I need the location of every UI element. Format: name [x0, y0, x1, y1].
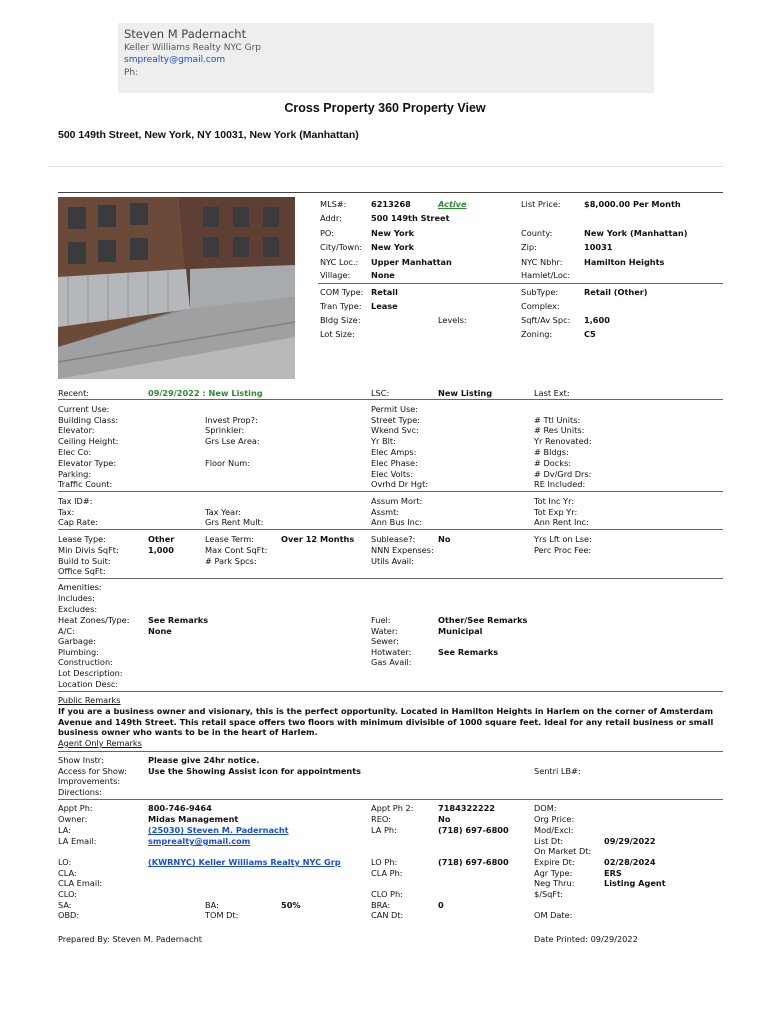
reo-label: REO: — [371, 814, 391, 824]
agent-header — [118, 23, 654, 93]
org-price-label: Org Price: — [534, 814, 575, 824]
grs-lse-area-label: Grs Lse Area: — [205, 436, 260, 446]
obd-label: OBD: — [58, 910, 80, 920]
min-divis-value: 1,000 — [148, 545, 174, 555]
utils-avail-label: Utils Avail: — [371, 556, 414, 566]
zip-label: Zip: — [521, 242, 537, 252]
dom-label: DOM: — [534, 803, 557, 813]
location-desc-label: Location Desc: — [58, 679, 119, 689]
public-remarks-heading: Public Remarks — [58, 695, 121, 705]
hotwater-value: See Remarks — [438, 647, 499, 657]
building-class-label: Building Class: — [58, 415, 119, 425]
appt-ph-value: 800-746-9464 — [148, 803, 212, 813]
la-link[interactable]: (25030) Steven M. Padernacht — [148, 825, 289, 835]
county-label: County: — [521, 228, 553, 238]
clo-ph-label: CLO Ph: — [371, 889, 403, 899]
list-dt-value: 09/29/2022 — [604, 836, 656, 846]
recent-label: Recent: — [58, 388, 90, 398]
addr-label: Addr: — [320, 213, 342, 223]
mod-excl-label: Mod/Excl: — [534, 825, 574, 835]
com-type-value: Retail — [371, 287, 398, 297]
listing-divider — [318, 283, 723, 284]
sewer-label: Sewer: — [371, 636, 399, 646]
show-instr-value: Please give 24hr notice. — [148, 755, 260, 765]
list-price-value: $8,000.00 Per Month — [584, 199, 681, 209]
la-email-label: LA Email: — [58, 836, 97, 846]
last-ext-label: Last Ext: — [534, 388, 570, 398]
mls-label: MLS#: — [320, 199, 347, 209]
plumbing-label: Plumbing: — [58, 647, 99, 657]
elevator-type-label: Elevator Type: — [58, 458, 117, 468]
showing-divider — [58, 799, 723, 800]
sublease-value: No — [438, 534, 451, 544]
recent-divider — [58, 399, 723, 400]
permit-use-label: Permit Use: — [371, 404, 419, 414]
lot-description-label: Lot Description: — [58, 668, 123, 678]
sqft-label: Sqft/Av Spc: — [521, 315, 571, 325]
agent-email-link[interactable]: smprealty@gmail.com — [124, 55, 226, 65]
sqft-price-label: $/SqFt: — [534, 889, 564, 899]
bldgs-label: # Bldgs: — [534, 447, 569, 457]
ceiling-height-label: Ceiling Height: — [58, 436, 119, 446]
zip-value: 10031 — [584, 242, 613, 252]
cap-rate-label: Cap Rate: — [58, 517, 99, 527]
property-photo[interactable] — [58, 197, 295, 379]
prepared-by: Prepared By: Steven M. Padernacht — [58, 934, 203, 944]
appt-ph2-label: Appt Ph 2: — [371, 803, 414, 813]
date-printed: Date Printed: 09/29/2022 — [534, 934, 638, 944]
ac-label: A/C: — [58, 626, 75, 636]
min-divis-label: Min Divis SqFt: — [58, 545, 119, 555]
lo-label: LO: — [58, 857, 72, 867]
park-spcs-label: # Park Spcs: — [205, 556, 257, 566]
section-divider — [58, 192, 723, 193]
can-dt-label: CAN Dt: — [371, 910, 404, 920]
on-market-label: On Market Dt: — [534, 846, 592, 856]
expire-dt-label: Expire Dt: — [534, 857, 575, 867]
neg-thru-value: Listing Agent — [604, 878, 666, 888]
village-value: None — [371, 270, 395, 280]
lo-ph-label: LO Ph: — [371, 857, 398, 867]
clo-label: CLO: — [58, 889, 78, 899]
public-remarks-text: If you are a business owner and visionary, this is the perfect opportunity. Located in Hamilton Heights in Harlem on the corner of Amsterdam Avenue and 149th Street. This retail space offers two floors with minimum divisible of 1000 square feet. Ideal for any retail business or small business owner who wants to be in the heart of Harlem. — [58, 706, 714, 737]
traffic-count-label: Traffic Count: — [58, 479, 113, 489]
agr-type-label: Agr Type: — [534, 868, 573, 878]
nyc-nbhr-value: Hamilton Heights — [584, 257, 665, 267]
agent-remarks-heading: Agent Only Remarks — [58, 738, 142, 748]
tran-type-label: Tran Type: — [320, 301, 362, 311]
elec-volts-label: Elec Volts: — [371, 469, 414, 479]
tom-dt-label: TOM Dt: — [205, 910, 239, 920]
ttl-units-label: # Ttl Units: — [534, 415, 581, 425]
com-type-label: COM Type: — [320, 287, 364, 297]
heat-label: Heat Zones/Type: — [58, 615, 130, 625]
list-price-label: List Price: — [521, 199, 561, 209]
amenities-divider — [58, 691, 723, 692]
amenities-label: Amenities: — [58, 582, 102, 592]
appt-ph-label: Appt Ph: — [58, 803, 93, 813]
agent-phone-label: Ph: — [124, 68, 139, 78]
list-dt-label: List Dt: — [534, 836, 564, 846]
cla-email-label: CLA Email: — [58, 878, 103, 888]
show-instr-label: Show Instr: — [58, 755, 104, 765]
directions-label: Directions: — [58, 787, 103, 797]
city-label: City/Town: — [320, 242, 363, 252]
city-value: New York — [371, 242, 415, 252]
yr-renovated-label: Yr Renovated: — [534, 436, 592, 446]
cla-ph-label: CLA Ph: — [371, 868, 403, 878]
assmt-label: Assmt: — [371, 507, 400, 517]
elevator-label: Elevator: — [58, 425, 95, 435]
levels-label: Levels: — [438, 315, 467, 325]
lo-link[interactable]: (KWRNYC) Keller Williams Realty NYC Grp — [148, 857, 341, 867]
mls-number: 6213268 — [371, 199, 411, 209]
appt-ph2-value: 7184322222 — [438, 803, 495, 813]
complex-label: Complex: — [521, 301, 560, 311]
nyc-loc-label: NYC Loc.: — [320, 257, 359, 267]
agent-company: Keller Williams Realty NYC Grp — [124, 43, 262, 53]
fuel-label: Fuel: — [371, 615, 391, 625]
la-label: LA: — [58, 825, 71, 835]
neg-thru-label: Neg Thru: — [534, 878, 575, 888]
res-units-label: # Res Units: — [534, 425, 585, 435]
tot-inc-yr-label: Tot Inc Yr: — [534, 496, 575, 506]
assum-mort-label: Assum Mort: — [371, 496, 423, 506]
ovrhd-dr-label: Ovrhd Dr Hgt: — [371, 479, 429, 489]
includes-label: Includes: — [58, 593, 95, 603]
re-included-label: RE Included: — [534, 479, 586, 489]
owner-value: Midas Management — [148, 814, 239, 824]
hamlet-label: Hamlet/Loc: — [521, 270, 571, 280]
ann-bus-inc-label: Ann Bus Inc: — [371, 517, 423, 527]
parking-label: Parking: — [58, 469, 92, 479]
max-cont-sqft-label: Max Cont SqFt: — [205, 545, 268, 555]
tot-exp-yr-label: Tot Exp Yr: — [534, 507, 578, 517]
invest-prop-label: Invest Prop?: — [205, 415, 258, 425]
zoning-label: Zoning: — [521, 329, 553, 339]
tax-id-label: Tax ID#: — [58, 496, 93, 506]
village-label: Village: — [320, 270, 351, 280]
lease-type-value: Other — [148, 534, 175, 544]
po-value: New York — [371, 228, 415, 238]
subtype-value: Retail (Other) — [584, 287, 648, 297]
street-type-label: Street Type: — [371, 415, 421, 425]
lease-term-label: Lease Term: — [205, 534, 254, 544]
access-value: Use the Showing Assist icon for appointments — [148, 766, 362, 776]
sentri-label: Sentri LB#: — [534, 766, 581, 776]
sa-label: SA: — [58, 900, 72, 910]
docks-label: # Docks: — [534, 458, 572, 468]
lease-term-value: Over 12 Months — [281, 534, 355, 544]
nyc-loc-value: Upper Manhattan — [371, 257, 452, 267]
nyc-nbhr-label: NYC Nbhr: — [521, 257, 563, 267]
water-label: Water: — [371, 626, 398, 636]
gas-avail-label: Gas Avail: — [371, 657, 412, 667]
ann-rent-inc-label: Ann Rent Inc: — [534, 517, 589, 527]
remarks-divider — [58, 751, 723, 752]
recent-value: 09/29/2022 : New Listing — [148, 388, 263, 398]
yrs-lft-label: Yrs Lft on Lse: — [534, 534, 592, 544]
lo-ph-value: (718) 697-6800 — [438, 857, 509, 867]
water-value: Municipal — [438, 626, 483, 636]
lsc-value: New Listing — [438, 388, 493, 398]
lot-size-label: Lot Size: — [320, 329, 355, 339]
elec-co-label: Elec Co: — [58, 447, 92, 457]
access-label: Access for Show: — [58, 766, 127, 776]
garbage-label: Garbage: — [58, 636, 96, 646]
owner-label: Owner: — [58, 814, 88, 824]
sprinkler-label: Sprinkler: — [205, 425, 245, 435]
bra-label: BRA: — [371, 900, 391, 910]
office-sqft-label: Office SqFt: — [58, 566, 106, 576]
agr-type-value: ERS — [604, 868, 622, 878]
agent-name: Steven M Padernacht — [124, 27, 247, 41]
hotwater-label: Hotwater: — [371, 647, 412, 657]
county-value: New York (Manhattan) — [584, 228, 688, 238]
sqft-value: 1,600 — [584, 315, 610, 325]
tran-type-value: Lease — [371, 301, 398, 311]
floor-num-label: Floor Num: — [205, 458, 251, 468]
la-ph-value: (718) 697-6800 — [438, 825, 509, 835]
po-label: PO: — [320, 228, 334, 238]
tax-divider — [58, 529, 723, 530]
bra-value: 0 — [438, 900, 444, 910]
sublease-label: Sublease?: — [371, 534, 416, 544]
grs-rent-mult-label: Grs Rent Mult: — [205, 517, 264, 527]
zoning-value: C5 — [584, 329, 596, 339]
reo-value: No — [438, 814, 451, 824]
current-use-label: Current Use: — [58, 404, 110, 414]
improvements-label: Improvements: — [58, 776, 121, 786]
lease-divider — [58, 578, 723, 579]
yr-blt-label: Yr Blt: — [371, 436, 396, 446]
page-title: Cross Property 360 Property View — [284, 101, 486, 115]
om-date-label: OM Date: — [534, 910, 573, 920]
fuel-value: Other/See Remarks — [438, 615, 528, 625]
header-divider — [48, 166, 724, 167]
expire-dt-value: 02/28/2024 — [604, 857, 656, 867]
tax-year-label: Tax Year: — [205, 507, 242, 517]
construction-label: Construction: — [58, 657, 113, 667]
addr-value: 500 149th Street — [371, 213, 450, 223]
ba-label: BA: — [205, 900, 219, 910]
ba-value: 50% — [281, 900, 301, 910]
details-divider — [58, 491, 723, 492]
building-photo-illustration — [58, 197, 295, 379]
ac-value: None — [148, 626, 172, 636]
bldg-size-label: Bldg Size: — [320, 315, 361, 325]
lease-type-label: Lease Type: — [58, 534, 106, 544]
perc-proc-label: Perc Proc Fee: — [534, 545, 592, 555]
nnn-expenses-label: NNN Expenses: — [371, 545, 434, 555]
wkend-svc-label: Wkend Svc: — [371, 425, 419, 435]
elec-phase-label: Elec Phase: — [371, 458, 418, 468]
tax-label: Tax: — [58, 507, 75, 517]
heat-value: See Remarks — [148, 615, 209, 625]
excludes-label: Excludes: — [58, 604, 98, 614]
lsc-label: LSC: — [371, 388, 390, 398]
la-email-link[interactable]: smprealty@gmail.com — [148, 836, 251, 846]
status-link[interactable]: Active — [438, 199, 467, 209]
la-ph-label: LA Ph: — [371, 825, 397, 835]
dv-grd-drs-label: # Dv/Grd Drs: — [534, 469, 592, 479]
cla-label: CLA: — [58, 868, 77, 878]
elec-amps-label: Elec Amps: — [371, 447, 417, 457]
build-to-suit-label: Build to Suit: — [58, 556, 111, 566]
subtype-label: SubType: — [521, 287, 559, 297]
property-address: 500 149th Street, New York, NY 10031, New York (Manhattan) — [58, 129, 359, 141]
